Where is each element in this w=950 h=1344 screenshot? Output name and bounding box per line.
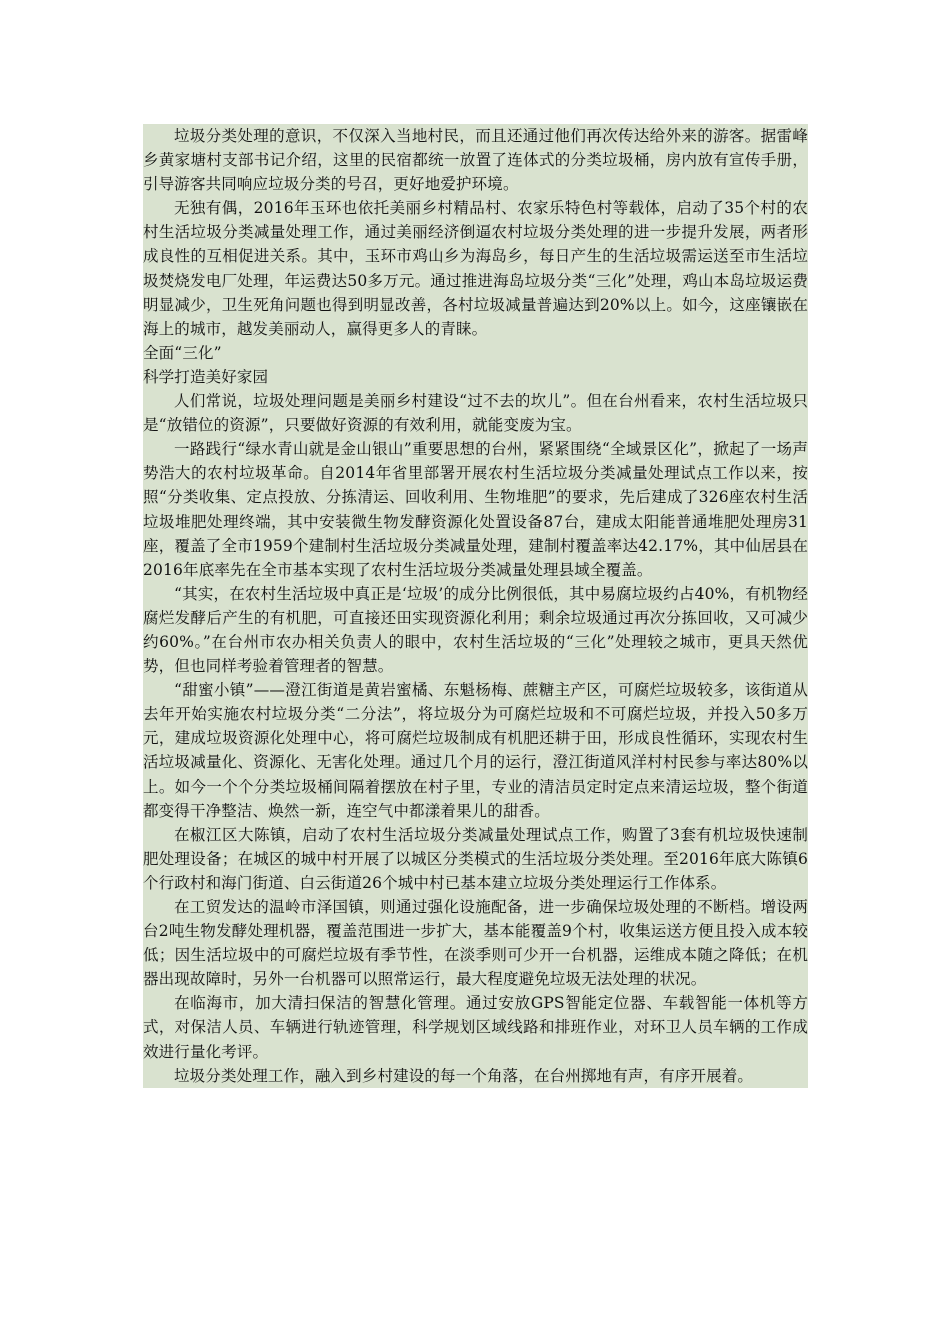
paragraph-5: “其实，在农村生活垃圾中真正是‘垃圾’的成分比例很低，其中易腐垃圾约占40%，有机物经腐烂发酵后产生的有机肥，可直接还田实现资源化利用；剩余垃圾通过再次分拣回收，又可减少约60%。”在台州市农办相关负责人的眼中，农村生活垃圾的“三化”处理较之城市，更具天然优势，但也同样考验着管理者的智慧。 xyxy=(143,584,808,676)
paragraph-6: “甜蜜小镇”——澄江街道是黄岩蜜橘、东魁杨梅、蔗糖主产区，可腐烂垃圾较多，该街道从去年开始实施农村垃圾分类“二分法”，将垃圾分为可腐烂垃圾和不可腐烂垃圾，并投入50多万元，建成垃圾资源化处理中心，将可腐烂垃圾制成有机肥还耕于田，形成良性循环，实现农村生活垃圾减量化、资源化、无害化处理。通过几个月的运行，澄江街道风洋村村民参与率达80%以上。如今一个个分类垃圾桶间隔着摆放在村子里，专业的清洁员定时定点来清运垃圾，整个街道都变得干净整洁、焕然一新，连空气中都漾着果儿的甜香。 xyxy=(143,681,808,820)
paragraph-7: 在椒江区大陈镇，启动了农村生活垃圾分类减量处理试点工作，购置了3套有机垃圾快速制肥处理设备；在城区的城中村开展了以城区分类模式的生活垃圾分类处理。至2016年底大陈镇6个行政村和海门街道、白云街道26个城中村已基本建立垃圾分类处理运行工作体系。 xyxy=(143,825,808,892)
paragraph-8: 在工贸发达的温岭市泽国镇，则通过强化设施配备，进一步确保垃圾处理的不断档。增设两台2吨生物发酵处理机器，覆盖范围进一步扩大，基本能覆盖9个村，收集运送方便且投入成本较低；因生活垃圾中的可腐烂垃圾有季节性，在淡季则可少开一台机器，运维成本随之降低；在机器出现故障时，另外一台机器可以照常运行，最大程度避免垃圾无法处理的状况。 xyxy=(143,898,808,989)
section-heading-line-1: 全面“三化” xyxy=(143,343,222,362)
paragraph-4: 一路践行“绿水青山就是金山银山”重要思想的台州，紧紧围绕“全域景区化”，掀起了一场声势浩大的农村垃圾革命。自2014年省里部署开展农村生活垃圾分类减量处理试点工作以来，按照“分类收集、定点投放、分拣清运、回收利用、生物堆肥”的要求，先后建成了326座农村生活垃圾堆肥处理终端，其中安装微生物发酵资源化处置设备87台，建成太阳能普通堆肥处理房31座，覆盖了全市1959个建制村生活垃圾分类减量处理，建制村覆盖率达42.17%，其中仙居县在2016年底率先在全市基本实现了农村生活垃圾分类减量处理县域全覆盖。 xyxy=(143,440,808,579)
article-body xyxy=(143,124,808,1088)
paragraph-1: 垃圾分类处理的意识，不仅深入当地村民，而且还通过他们再次传达给外来的游客。据雷峰乡黄家塘村支部书记介绍，这里的民宿都统一放置了连体式的分类垃圾桶，房内放有宣传手册，引导游客共同响应垃圾分类的号召，更好地爱护环境。 xyxy=(143,127,808,194)
paragraph-9: 在临海市，加大清扫保洁的智慧化管理。通过安放GPS智能定位器、车载智能一体机等方式，对保洁人员、车辆进行轨迹管理，科学规划区域线路和排班作业，对环卫人员车辆的工作成效进行量化考评。 xyxy=(143,994,808,1061)
paragraph-3: 人们常说，垃圾处理问题是美丽乡村建设“过不去的坎儿”。但在台州看来，农村生活垃圾只是“放错位的资源”，只要做好资源的有效利用，就能变废为宝。 xyxy=(143,392,808,435)
paragraph-2: 无独有偶，2016年玉环也依托美丽乡村精品村、农家乐特色村等载体，启动了35个村的农村生活垃圾分类减量处理工作，通过美丽经济倒逼农村垃圾分类处理的进一步提升发展，两者形成良性的互相促进关系。其中，玉环市鸡山乡为海岛乡，每日产生的生活垃圾需运送至市生活垃圾焚烧发电厂处理，年运费达50多万元。通过推进海岛垃圾分类“三化”处理，鸡山本岛垃圾运费明显减少，卫生死角问题也得到明显改善，各村垃圾减量普遍达到20%以上。如今，这座镶嵌在海上的城市，越发美丽动人，赢得更多人的青睐。 xyxy=(143,199,808,338)
section-heading-line-2: 科学打造美好家园 xyxy=(143,367,269,386)
paragraph-10: 垃圾分类处理工作，融入到乡村建设的每一个角落，在台州掷地有声，有序开展着。 xyxy=(174,1066,754,1085)
